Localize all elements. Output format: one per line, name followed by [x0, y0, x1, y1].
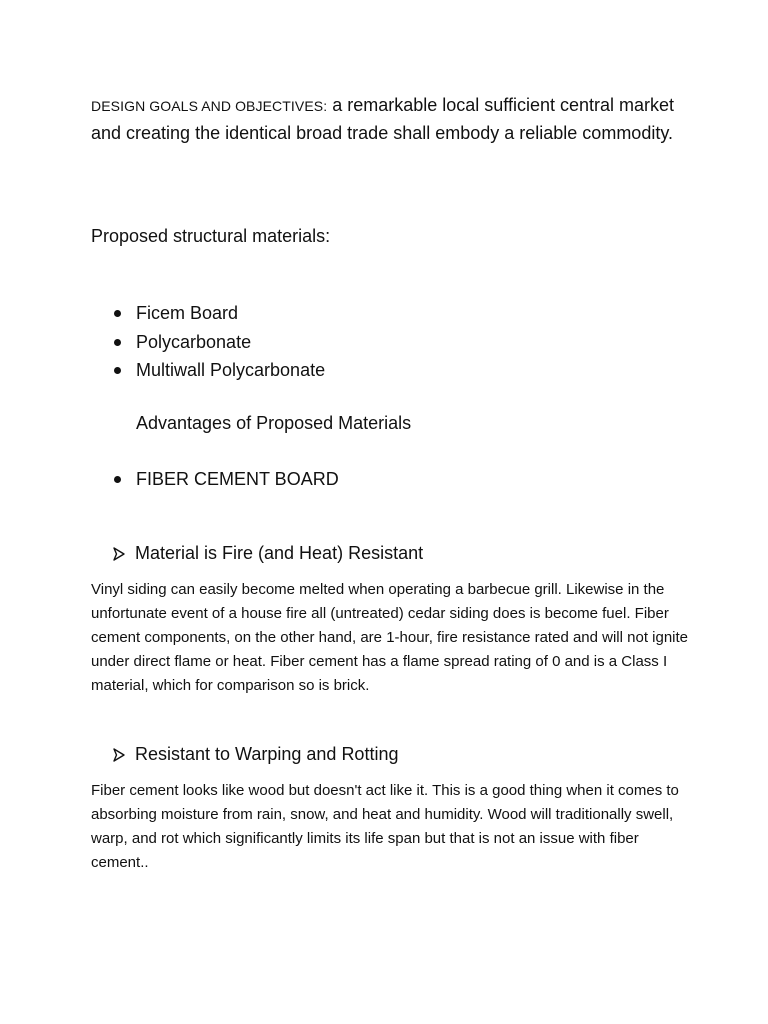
- arrowhead-icon: [113, 547, 125, 561]
- list-item: [91, 328, 325, 357]
- arrowhead-icon: [113, 748, 125, 762]
- list-item-label: Polycarbonate: [136, 331, 252, 352]
- list-item: [91, 299, 325, 328]
- bullet-icon: [114, 476, 121, 483]
- section-heading-text: Resistant to Warping and Rotting: [135, 744, 399, 764]
- design-goals-text: a remarkable local sufficient central market and creating the identical broad trade shall embody a reliable commodity.: [91, 95, 675, 143]
- bullet-icon: [114, 310, 121, 317]
- section-body-warping: Fiber cement looks like wood but doesn't act like it. This is a good thing when it comes to absorbing moisture from rain, snow, and heat and humidity. Wood will traditionally swell, warp, and rot which significantly limits its life span but that is not an issue with fiber cement..: [91, 782, 679, 871]
- advantages-heading: Advantages of Proposed Materials: [136, 413, 412, 433]
- section-heading-warping: [113, 741, 398, 768]
- design-goals-paragraph: [91, 92, 691, 147]
- fiber-cement-list: [91, 465, 339, 493]
- section-heading-text: Material is Fire (and Heat) Resistant: [135, 543, 424, 563]
- list-item-label: FIBER CEMENT BOARD: [136, 469, 339, 489]
- materials-heading: Proposed structural materials:: [91, 226, 331, 246]
- bullet-icon: [114, 367, 121, 374]
- list-item-label: Ficem Board: [136, 303, 239, 323]
- bullet-icon: [114, 339, 121, 346]
- section-body-fire: Vinyl siding can easily become melted when operating a barbecue grill. Likewise in the unfortunate event of a house fire all (untreated) cedar siding does is become fuel. Fiber cement components, on the other hand, are 1-hour, fire resistance rated and will not ignite under direct flame or heat. Fiber cement has a flame spread rating of 0 and is a Class I material, which for comparison so is brick.: [91, 581, 689, 694]
- materials-list: [91, 299, 325, 385]
- section-heading-fire: [113, 540, 423, 567]
- list-item: [91, 356, 325, 385]
- list-item-label: Multiwall Polycarbonate: [136, 360, 326, 380]
- design-goals-label: DESIGN GOALS AND OBJECTIVES:: [91, 98, 328, 114]
- list-item: [91, 465, 339, 493]
